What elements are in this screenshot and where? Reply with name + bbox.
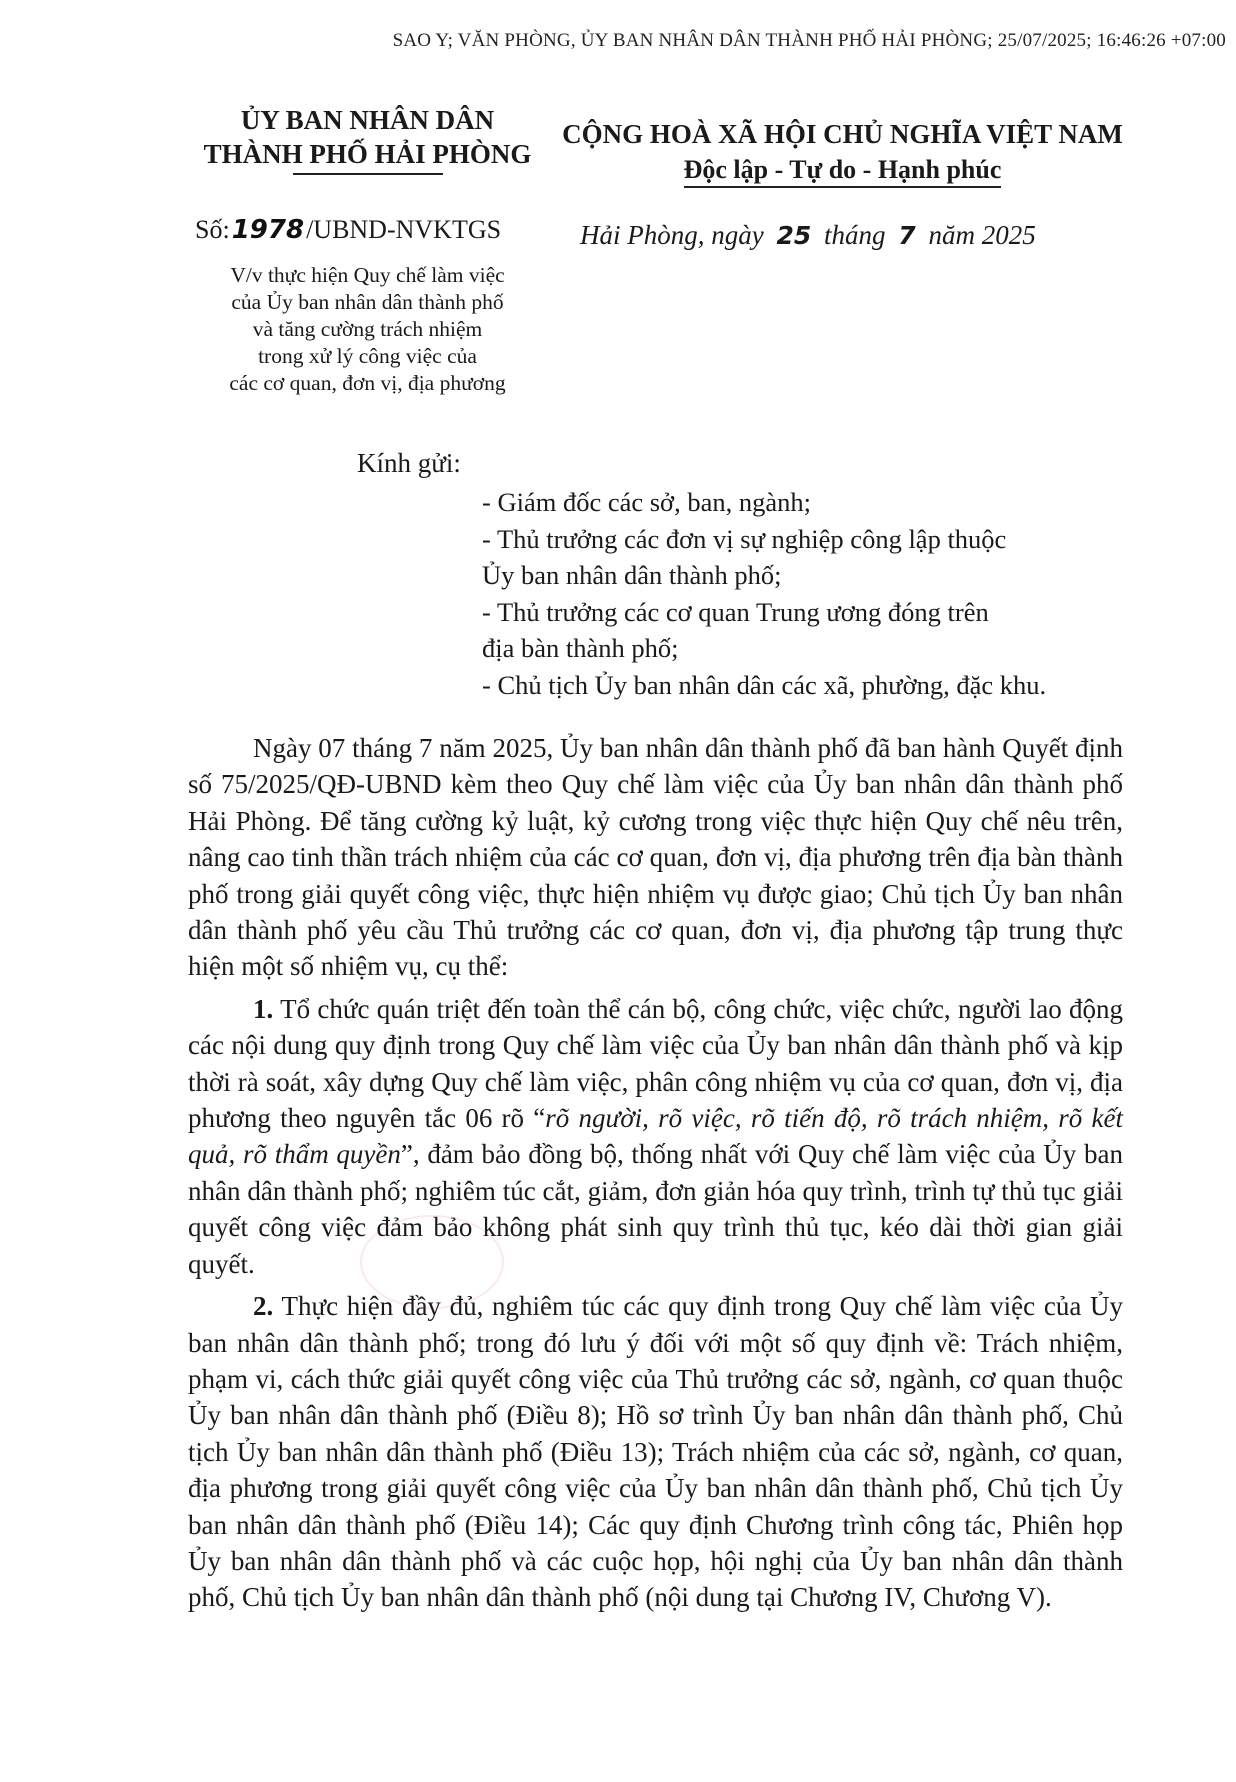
- national-motto: [555, 152, 1130, 188]
- intro-paragraph: Ngày 07 tháng 7 năm 2025, Ủy ban nhân dân thành phố đã ban hành Quyết định số 75/2025/QĐ-UBND kèm theo Quy chế làm việc của Ủy ban nhân dân thành phố Hải Phòng. Để tăng cường kỷ luật, kỷ cương trong việc thực hiện Quy chế nêu trên, nâng cao tinh thần trách nhiệm của các cơ quan, đơn vị, địa phương trên địa bàn thành phố trong giải quyết công việc, thực hiện nhiệm vụ được giao; Chủ tịch Ủy ban nhân dân thành phố yêu cầu Thủ trưởng các cơ quan, đơn vị, địa phương tập trung thực hiện một số nhiệm vụ, cụ thể:: [188, 733, 1123, 982]
- date-prefix: Hải Phòng, ngày: [580, 220, 764, 250]
- subject-line: V/v thực hiện Quy chế làm việc: [230, 263, 505, 287]
- subject-line: các cơ quan, đơn vị, địa phương: [229, 371, 506, 395]
- recipient-item: - Chủ tịch Ủy ban nhân dân các xã, phường, đặc khu.: [482, 669, 1047, 700]
- date-line: [580, 220, 1120, 251]
- item-1-italic-principles: rõ người, rõ việc, rõ tiến độ, rõ trách nhiệm, rõ kết quả, rõ thẩm quyền: [188, 1103, 1123, 1170]
- item-2-paragraph: [188, 1288, 1123, 1616]
- item-1-paragraph: [188, 991, 1123, 1282]
- item-1-text-b: ”, đảm bảo đồng bộ, thống nhất với Quy chế làm việc của Ủy ban nhân dân thành phố; nghiêm túc cắt, giảm, đơn giản hóa quy trình, trình tự thủ tục giải quyết công việc đảm bảo không phát sinh quy trình thủ tục, kéo dài thời gian giải quyết.: [188, 1139, 1123, 1279]
- item-2-text: Thực hiện đầy đủ, nghiêm túc các quy định trong Quy chế làm việc của Ủy ban nhân dân thành phố; trong đó lưu ý đối với một số quy định về: Trách nhiệm, phạm vi, cách thức giải quyết công việc của Thủ trưởng các sở, ngành, cơ quan thuộc Ủy ban nhân dân thành phố (Điều 8); Hồ sơ trình Ủy ban nhân dân thành phố, Chủ tịch Ủy ban nhân dân thành phố (Điều 13); Trách nhiệm của các sở, ngành, cơ quan, địa phương trong giải quyết công việc của Ủy ban nhân dân thành phố, Chủ tịch Ủy ban nhân dân thành phố (Điều 14); Các quy định Chương trình công tác, Phiên họp Ủy ban nhân dân thành phố và các cuộc họp, hội nghị của Ủy ban nhân dân thành phố, Chủ tịch Ủy ban nhân dân thành phố (nội dung tại Chương IV, Chương V).: [188, 1291, 1123, 1613]
- item-1-number: 1.: [253, 993, 274, 1024]
- docnum-handwritten: 1978: [231, 215, 305, 245]
- subject-line: trong xử lý công việc của: [258, 344, 477, 368]
- item-1-text-a: Tổ chức quán triệt đến toàn thể cán bộ, công chức, việc chức, người lao động các nội dung quy định trong Quy chế làm việc của Ủy ban nhân dân thành phố và kịp thời rà soát, xây dựng Quy chế làm việc, phân công nhiệm vụ của cơ quan, đơn vị, địa phương theo nguyên tắc 06 rõ “: [188, 993, 1123, 1134]
- recipient-item: - Thủ trưởng các đơn vị sự nghiệp công lập thuộc: [482, 523, 1007, 554]
- issuer-header: [195, 103, 540, 175]
- digital-copy-stamp: SAO Y; VĂN PHÒNG, ỦY BAN NHÂN DÂN THÀNH PHỐ HẢI PHÒNG; 25/07/2025; 16:46:26 +07:00: [392, 30, 1226, 51]
- docnum-prefix: Số:: [195, 215, 230, 244]
- document-subject: [195, 262, 540, 397]
- issuer-line2: THÀNH PHỐ HẢI PHÒNG: [203, 139, 532, 169]
- recipient-item: - Thủ trưởng các cơ quan Trung ương đóng trên: [482, 596, 989, 627]
- document-body: [188, 730, 1123, 1622]
- recipient-item: Ủy ban nhân dân thành phố;: [482, 560, 782, 590]
- date-year: năm 2025: [928, 220, 1036, 250]
- document-number: [195, 215, 540, 245]
- docnum-suffix: /UBND-NVKTGS: [306, 215, 502, 244]
- issuer-line1: ỦY BAN NHÂN DÂN: [240, 105, 495, 135]
- recipient-list: [482, 484, 1122, 703]
- subject-line: của Ủy ban nhân dân thành phố: [231, 290, 504, 314]
- item-2-number: 2.: [253, 1291, 274, 1322]
- national-title: CỘNG HOÀ XÃ HỘI CHỦ NGHĨA VIỆT NAM: [562, 119, 1123, 149]
- national-header: [555, 116, 1130, 188]
- recipient-item: địa bàn thành phố;: [482, 633, 679, 663]
- date-month-handwritten: 7: [898, 221, 916, 250]
- date-month-word: tháng: [824, 220, 886, 250]
- date-day-handwritten: 25: [776, 221, 812, 250]
- subject-line: và tăng cường trách nhiệm: [252, 317, 483, 341]
- recipient-item: - Giám đốc các sở, ban, ngành;: [482, 487, 811, 517]
- kinh-gui-label: Kính gửi:: [357, 448, 461, 478]
- issuer-underline: [293, 173, 443, 175]
- motto-text: Độc lập - Tự do - Hạnh phúc: [684, 155, 1002, 188]
